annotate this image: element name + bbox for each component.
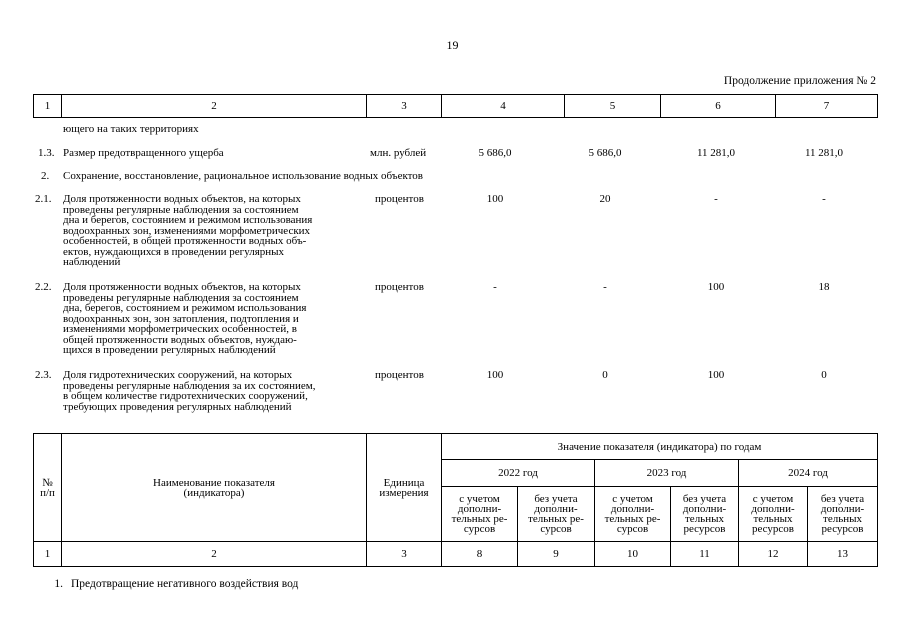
name-line: изменениями морфометрических особенностей, в	[63, 323, 297, 335]
unit-cell: процентов	[375, 193, 424, 205]
indicator-name: Размер предотвращенного ущерба	[63, 147, 224, 159]
header-line: (индикатора)	[183, 486, 245, 499]
header-values-by-year: Значение показателя (индикатора) по годам	[442, 434, 878, 460]
section-number: 1.	[54, 578, 63, 590]
value-col4: 100	[486, 369, 504, 381]
section-title: Сохранение, восстановление, рациональное использование водных объектов	[63, 170, 424, 182]
header-line: тельных	[753, 513, 793, 525]
col-index-cell: 8	[442, 542, 518, 567]
header-subcol	[671, 487, 739, 542]
header-line: дополни-	[820, 503, 865, 515]
col-index-cell: 11	[671, 542, 739, 567]
header-line: дополни-	[534, 503, 578, 515]
col-index-cell: 3	[367, 95, 442, 118]
header-unit	[367, 434, 442, 542]
name-line: Доля протяженности водных объектов, на которых	[63, 193, 301, 205]
value-col4: 100	[486, 193, 504, 205]
col-index-cell: 2	[62, 542, 367, 567]
header-line: Наименование показателя	[153, 476, 275, 489]
header-line: тельных ре-	[451, 513, 508, 525]
col-index-cell: 13	[808, 542, 878, 567]
header-year: 2023 год	[595, 460, 739, 487]
col-index-cell: 6	[661, 95, 776, 118]
indicator-header-table	[33, 433, 878, 567]
name-line: дна, берегов, состоянием и режимом использования	[63, 302, 307, 314]
header-indicator-name	[62, 434, 367, 542]
row-number: 2.1.	[35, 193, 52, 205]
column-index-row	[34, 95, 878, 118]
name-line: дна и берегов, состоянием и режимом использования	[63, 214, 313, 226]
name-line: общей протяженности водных объектов, нуждаю-	[63, 333, 297, 346]
header-line: с учетом	[459, 493, 500, 505]
col-index-cell: 9	[518, 542, 595, 567]
header-line: ресурсов	[821, 523, 864, 535]
header-subcol	[442, 487, 518, 542]
value-col5: 5 686,0	[588, 147, 622, 159]
unit-cell: процентов	[375, 369, 424, 381]
row-number: 2.2.	[35, 281, 52, 293]
header-line: тельных	[685, 513, 724, 525]
name-line: проведены регулярные наблюдения за состоянием	[63, 203, 299, 216]
col-index-cell: 2	[62, 95, 367, 118]
value-col7: 0	[821, 369, 827, 381]
name-line: водоохранных зон, зон затопления, подтопления и	[63, 312, 299, 325]
name-line: требующих проведения регулярных наблюдений	[63, 400, 292, 413]
section-title: Предотвращение негативного воздействия вод	[71, 578, 299, 590]
name-line: щихся в проведении регулярных наблюдений	[63, 344, 276, 356]
value-col6: 11 281,0	[696, 147, 736, 159]
value-col5: 20	[599, 193, 611, 205]
name-line: особенностей, в общей протяженности водных объ-	[63, 235, 307, 247]
header-line: сурсов	[463, 523, 496, 535]
row-number: 1.3.	[38, 147, 55, 159]
indicator-name	[63, 370, 315, 412]
value-col5: -	[603, 281, 607, 293]
row-number: 2.3.	[35, 369, 52, 381]
section-item	[33, 578, 298, 590]
indicator-name	[63, 194, 312, 268]
header-line: Единица	[383, 476, 425, 489]
name-line: проведены регулярные наблюдения за состоянием	[63, 291, 299, 304]
col-index-cell: 10	[595, 542, 671, 567]
header-line: ресурсов	[683, 523, 726, 535]
value-col7: 18	[818, 281, 830, 293]
col-index-cell: 3	[367, 542, 442, 567]
value-col7: -	[822, 193, 826, 205]
header-year: 2022 год	[442, 460, 595, 487]
col-index-cell: 7	[776, 95, 878, 118]
unit-cell: процентов	[375, 281, 424, 293]
header-line: дополни-	[751, 503, 795, 515]
name-line: наблюдений	[63, 256, 121, 268]
column-index-row	[34, 542, 878, 567]
value-col7: 11 281,0	[804, 147, 844, 159]
header-line: без учета	[820, 493, 865, 505]
col-index-cell: 1	[34, 95, 62, 118]
header-line: сурсов	[540, 523, 572, 535]
header-line: без учета	[534, 493, 578, 505]
header-line: с учетом	[612, 493, 653, 505]
col-index-cell: 1	[34, 542, 62, 567]
header-line: тельных	[823, 513, 863, 525]
value-col4: 5 686,0	[478, 147, 512, 159]
column-index-table	[33, 94, 878, 118]
name-line: проведены регулярные наблюдения за их состоянием,	[63, 379, 316, 392]
header-year: 2024 год	[739, 460, 878, 487]
name-line: ектов, нуждающихся в проведении регулярных	[63, 245, 285, 258]
name-line: в общем количестве гидротехнических сооружений,	[63, 390, 308, 402]
col-index-cell: 4	[442, 95, 565, 118]
header-line: тельных ре-	[604, 513, 661, 525]
indicator-name	[63, 282, 306, 356]
header-line: №	[42, 476, 53, 489]
header-number	[34, 434, 62, 542]
header-line: сурсов	[616, 523, 649, 535]
name-line: Доля гидротехнических сооружений, на которых	[63, 369, 293, 381]
continuation-label: Продолжение приложения № 2	[723, 75, 876, 87]
name-line: водоохранных зон, изменениями морфометрических	[63, 224, 311, 237]
name-line: Доля протяженности водных объектов, на которых	[63, 281, 301, 293]
col-index-cell: 12	[739, 542, 808, 567]
value-col6: 100	[707, 281, 725, 293]
header-line: дополни-	[610, 503, 655, 515]
header-line: измерения	[379, 486, 429, 499]
header-line: тельных ре-	[528, 513, 584, 525]
value-col4: -	[493, 281, 497, 293]
header-line: без учета	[682, 493, 727, 505]
section-number: 2.	[41, 170, 50, 182]
value-col6: -	[714, 193, 718, 205]
value-col6: 100	[707, 369, 725, 381]
header-line: п/п	[40, 486, 55, 499]
continued-text: ющего на таких территориях	[63, 123, 199, 135]
header-subcol	[595, 487, 671, 542]
value-col5: 0	[602, 369, 608, 381]
header-line: дополни-	[457, 503, 502, 515]
header-subcol	[739, 487, 808, 542]
header-subcol	[518, 487, 595, 542]
header-subcol	[808, 487, 878, 542]
page-number: 19	[446, 38, 459, 52]
col-index-cell: 5	[565, 95, 661, 118]
unit-cell: млн. рублей	[370, 147, 427, 159]
header-line: с учетом	[752, 493, 794, 505]
header-line: ресурсов	[752, 523, 794, 535]
header-line: дополни-	[682, 503, 727, 515]
